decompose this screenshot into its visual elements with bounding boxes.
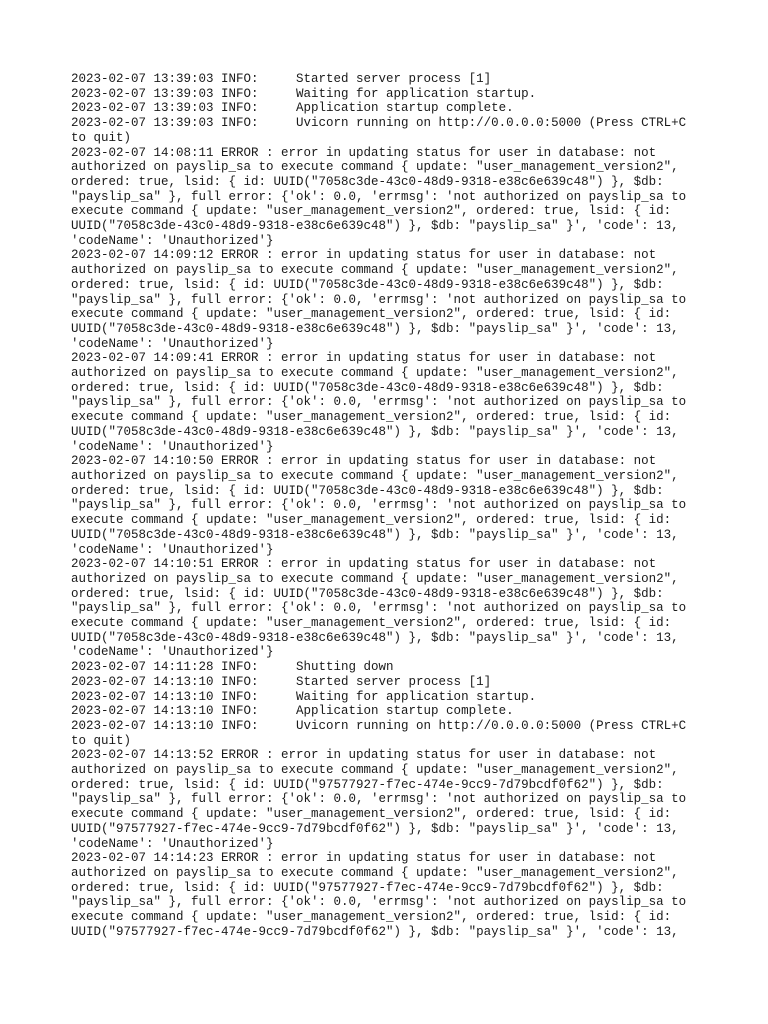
- log-line: "payslip_sa" }, full error: {'ok': 0.0, 'errmsg': 'not authorized on payslip_sa to: [71, 498, 687, 513]
- log-document: [71, 72, 711, 939]
- log-line: 2023-02-07 13:39:03 INFO: Uvicorn running on http://0.0.0.0:5000 (Press CTRL+C: [71, 116, 687, 131]
- log-line: execute command { update: "user_management_version2", ordered: true, lsid: { id:: [71, 307, 672, 322]
- log-line: authorized on payslip_sa to execute command { update: "user_management_version2",: [71, 468, 679, 483]
- log-line: 2023-02-07 14:13:10 INFO: Application startup complete.: [71, 704, 514, 719]
- log-line: "payslip_sa" }, full error: {'ok': 0.0, 'errmsg': 'not authorized on payslip_sa to: [71, 792, 687, 807]
- log-line: UUID("7058c3de-43c0-48d9-9318-e38c6e639c48") }, $db: "payslip_sa" }', 'code': 13,: [71, 527, 679, 542]
- log-line: authorized on payslip_sa to execute command { update: "user_management_version2",: [71, 263, 679, 278]
- log-line: "payslip_sa" }, full error: {'ok': 0.0, 'errmsg': 'not authorized on payslip_sa to: [71, 601, 687, 616]
- log-line: "payslip_sa" }, full error: {'ok': 0.0, 'errmsg': 'not authorized on payslip_sa to: [71, 395, 687, 410]
- log-line: ordered: true, lsid: { id: UUID("7058c3de-43c0-48d9-9318-e38c6e639c48") }, $db:: [71, 174, 664, 189]
- log-line: authorized on payslip_sa to execute command { update: "user_management_version2",: [71, 160, 679, 175]
- log-line: "payslip_sa" }, full error: {'ok': 0.0, 'errmsg': 'not authorized on payslip_sa to: [71, 189, 687, 204]
- log-line: UUID("7058c3de-43c0-48d9-9318-e38c6e639c48") }, $db: "payslip_sa" }', 'code': 13,: [71, 424, 679, 439]
- log-line: 2023-02-07 13:39:03 INFO: Started server process [1]: [71, 72, 492, 86]
- log-line: 2023-02-07 14:09:12 ERROR : error in updating status for user in database: not: [71, 248, 657, 263]
- log-line: 2023-02-07 14:13:10 INFO: Waiting for application startup.: [71, 689, 537, 704]
- log-line: 2023-02-07 14:13:10 INFO: Uvicorn running on http://0.0.0.0:5000 (Press CTRL+C: [71, 718, 687, 733]
- log-line: "payslip_sa" }, full error: {'ok': 0.0, 'errmsg': 'not authorized on payslip_sa to: [71, 292, 687, 307]
- log-line: 'codeName': 'Unauthorized'}: [71, 336, 274, 351]
- log-line: UUID("97577927-f7ec-474e-9cc9-7d79bcdf0f62") }, $db: "payslip_sa" }', 'code': 13,: [71, 821, 679, 836]
- log-line: 2023-02-07 13:39:03 INFO: Waiting for application startup.: [71, 86, 537, 101]
- log-line: execute command { update: "user_management_version2", ordered: true, lsid: { id:: [71, 410, 672, 425]
- log-line: 2023-02-07 14:09:41 ERROR : error in updating status for user in database: not: [71, 351, 657, 366]
- log-line: execute command { update: "user_management_version2", ordered: true, lsid: { id:: [71, 616, 672, 631]
- log-line: 2023-02-07 14:13:10 INFO: Started server process [1]: [71, 674, 492, 689]
- log-line: 2023-02-07 14:14:23 ERROR : error in updating status for user in database: not: [71, 851, 657, 866]
- log-line: ordered: true, lsid: { id: UUID("7058c3de-43c0-48d9-9318-e38c6e639c48") }, $db:: [71, 483, 664, 498]
- log-line: ordered: true, lsid: { id: UUID("97577927-f7ec-474e-9cc9-7d79bcdf0f62") }, $db:: [71, 777, 664, 792]
- log-line: execute command { update: "user_management_version2", ordered: true, lsid: { id:: [71, 204, 672, 219]
- log-line: 'codeName': 'Unauthorized'}: [71, 542, 274, 557]
- log-line: ordered: true, lsid: { id: UUID("7058c3de-43c0-48d9-9318-e38c6e639c48") }, $db:: [71, 380, 664, 395]
- log-line: 2023-02-07 13:39:03 INFO: Application startup complete.: [71, 101, 514, 116]
- log-line: authorized on payslip_sa to execute command { update: "user_management_version2",: [71, 865, 679, 880]
- log-line: ordered: true, lsid: { id: UUID("97577927-f7ec-474e-9cc9-7d79bcdf0f62") }, $db:: [71, 880, 664, 895]
- log-line: to quit): [71, 733, 132, 748]
- log-line: UUID("7058c3de-43c0-48d9-9318-e38c6e639c48") }, $db: "payslip_sa" }', 'code': 13,: [71, 630, 679, 645]
- log-line: 'codeName': 'Unauthorized'}: [71, 645, 274, 660]
- log-line: 2023-02-07 14:08:11 ERROR : error in updating status for user in database: not: [71, 145, 657, 160]
- log-line: authorized on payslip_sa to execute command { update: "user_management_version2",: [71, 571, 679, 586]
- log-line: execute command { update: "user_management_version2", ordered: true, lsid: { id:: [71, 807, 672, 822]
- log-line: 'codeName': 'Unauthorized'}: [71, 439, 274, 454]
- log-line: execute command { update: "user_management_version2", ordered: true, lsid: { id:: [71, 910, 672, 925]
- log-line: ordered: true, lsid: { id: UUID("7058c3de-43c0-48d9-9318-e38c6e639c48") }, $db:: [71, 586, 664, 601]
- log-line: UUID("7058c3de-43c0-48d9-9318-e38c6e639c48") }, $db: "payslip_sa" }', 'code': 13,: [71, 321, 679, 336]
- log-line: authorized on payslip_sa to execute command { update: "user_management_version2",: [71, 763, 679, 778]
- log-line: 2023-02-07 14:13:52 ERROR : error in updating status for user in database: not: [71, 748, 657, 763]
- log-line: authorized on payslip_sa to execute command { update: "user_management_version2",: [71, 366, 679, 381]
- log-line: 2023-02-07 14:11:28 INFO: Shutting down: [71, 660, 394, 675]
- log-line: UUID("7058c3de-43c0-48d9-9318-e38c6e639c48") }, $db: "payslip_sa" }', 'code': 13,: [71, 219, 679, 234]
- log-line: 'codeName': 'Unauthorized'}: [71, 233, 274, 248]
- log-line: 2023-02-07 14:10:51 ERROR : error in updating status for user in database: not: [71, 557, 657, 572]
- log-line: "payslip_sa" }, full error: {'ok': 0.0, 'errmsg': 'not authorized on payslip_sa to: [71, 895, 687, 910]
- log-line: ordered: true, lsid: { id: UUID("7058c3de-43c0-48d9-9318-e38c6e639c48") }, $db:: [71, 277, 664, 292]
- log-line: UUID("97577927-f7ec-474e-9cc9-7d79bcdf0f62") }, $db: "payslip_sa" }', 'code': 13,: [71, 924, 679, 939]
- log-line: execute command { update: "user_management_version2", ordered: true, lsid: { id:: [71, 513, 672, 528]
- log-line: 'codeName': 'Unauthorized'}: [71, 836, 274, 851]
- log-line: 2023-02-07 14:10:50 ERROR : error in updating status for user in database: not: [71, 454, 657, 469]
- log-line: to quit): [71, 130, 132, 145]
